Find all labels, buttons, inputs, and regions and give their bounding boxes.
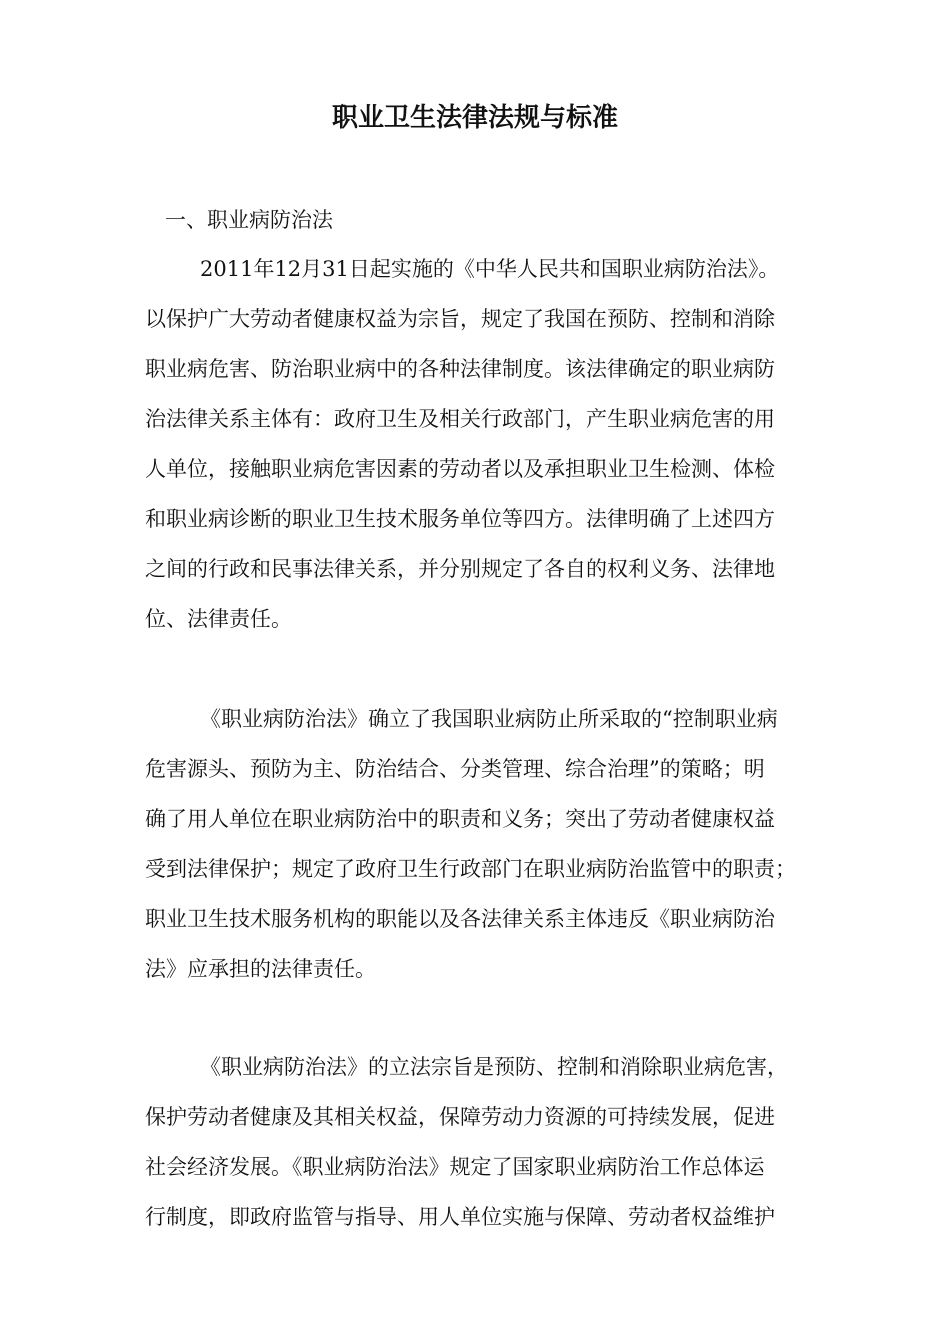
- paragraph-line: 保护劳动者健康及其相关权益，保障劳动力资源的可持续发展，促进: [145, 1105, 775, 1129]
- paragraph-line: 《职业病防治法》的立法宗旨是预防、控制和消除职业病危害，: [200, 1055, 788, 1079]
- paragraph-line: 之间的行政和民事法律关系，并分别规定了各自的权利义务、法律地: [145, 557, 775, 581]
- paragraph-line: 确了用人单位在职业病防治中的职责和义务；突出了劳动者健康权益: [145, 807, 775, 831]
- paragraph-3: [145, 1042, 865, 1242]
- paragraph-line: 《职业病防治法》确立了我国职业病防止所采取的“控制职业病: [200, 707, 778, 731]
- paragraph-line: 职业卫生技术服务机构的职能以及各法律关系主体违反《职业病防治: [145, 907, 775, 931]
- paragraph-1: [145, 244, 865, 644]
- paragraph-line: 位、法律责任。: [145, 607, 292, 631]
- paragraph-line: 社会经济发展。《职业病防治法》规定了国家职业病防治工作总体运: [145, 1155, 765, 1179]
- paragraph-line: 行制度，即政府监管与指导、用人单位实施与保障、劳动者权益维护: [145, 1205, 775, 1229]
- section-heading: 一、职业病防治法: [165, 208, 333, 232]
- paragraph-line: 以保护广大劳动者健康权益为宗旨，规定了我国在预防、控制和消除: [145, 307, 775, 331]
- document-title: 职业卫生法律法规与标准: [331, 103, 618, 133]
- paragraph-line: 法》应承担的法律责任。: [145, 957, 376, 981]
- paragraph-line: 和职业病诊断的职业卫生技术服务单位等四方。法律明确了上述四方: [145, 507, 775, 531]
- paragraph-line: 危害源头、预防为主、防治结合、分类管理、综合治理”的策略；明: [145, 757, 765, 781]
- paragraph-line: 受到法律保护；规定了政府卫生行政部门在职业病防治监管中的职责；: [145, 857, 796, 881]
- paragraph-line: 治法律关系主体有：政府卫生及相关行政部门，产生职业病危害的用: [145, 407, 775, 431]
- paragraph-line: 人单位，接触职业病危害因素的劳动者以及承担职业卫生检测、体检: [145, 457, 775, 481]
- paragraph-line: 2011年12月31日起实施的《中华人民共和国职业病防治法》。: [200, 257, 780, 281]
- paragraph-2: [145, 694, 865, 994]
- paragraph-line: 职业病危害、防治职业病中的各种法律制度。该法律确定的职业病防: [145, 357, 775, 381]
